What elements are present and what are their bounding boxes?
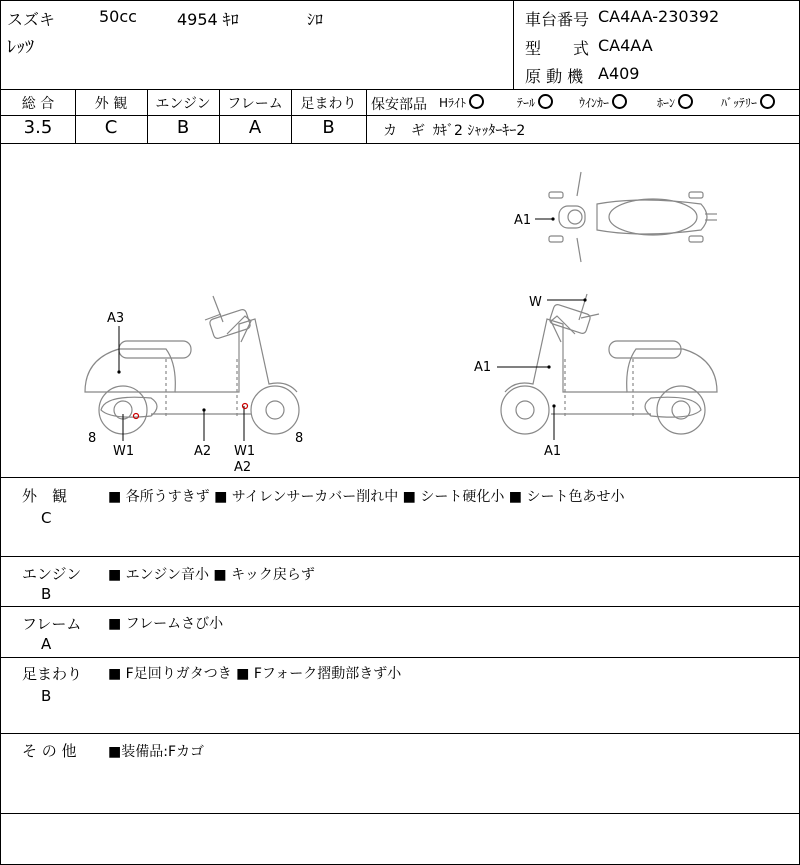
diagram-label: A1: [474, 360, 492, 375]
overall-grade: 3.5: [23, 117, 53, 138]
remark-category: エンジン: [22, 565, 82, 583]
engine-grade-label: エンジン: [155, 96, 211, 112]
ok-circle-icon: [469, 94, 484, 109]
remark-text: ■ 各所うすきず ■ サイレンサーカバー削れ中 ■ シート硬化小 ■ シート色あせ小: [108, 489, 625, 505]
frame-no: CA4AA-230392: [598, 7, 720, 26]
displacement: 50cc: [99, 7, 137, 26]
damage-diagram: [1, 144, 799, 477]
type-value: CA4AA: [598, 36, 653, 55]
remark-text: ■ フレームさび小: [108, 616, 224, 632]
keys-value: ｶｷﾞ2 ｼｬｯﾀｰｷｰ2: [433, 123, 526, 139]
safety-part-battery: [721, 94, 775, 111]
ok-circle-icon: [678, 94, 693, 109]
diagram-label: A2: [194, 444, 212, 459]
remark-text: ■ エンジン音小 ■ キック戻らず: [108, 567, 315, 583]
remark-grade: B: [41, 687, 52, 705]
safety-part-name: ﾊﾞｯﾃﾘｰ: [721, 96, 758, 110]
exterior-grade-label: 外 観: [94, 96, 128, 112]
remark-category: 足まわり: [22, 665, 83, 683]
diagram-label: A1: [514, 213, 532, 228]
diagram-label: 8: [295, 431, 304, 446]
remark-text: ■ F足回りガタつき ■ Fフォーク摺動部きず小: [108, 666, 402, 682]
safety-part-name: ﾎｰﾝ: [657, 96, 676, 110]
safety-part-winker: [579, 94, 627, 111]
diagram-label: 8: [88, 431, 97, 446]
keys-label: カ ギ: [383, 123, 425, 139]
scooter-diagram: [1, 144, 799, 477]
safety-part-name: Hﾗｲﾄ: [439, 96, 467, 110]
ok-circle-icon: [612, 94, 627, 109]
engine-value: A409: [598, 64, 640, 83]
overall-grade-label: 総 合: [21, 96, 55, 112]
ok-circle-icon: [760, 94, 775, 109]
diagram-label: W1: [113, 444, 135, 459]
remark-category: 外 観: [22, 487, 68, 505]
scooter-top-view: [549, 172, 717, 262]
safety-part-name: ﾃｰﾙ: [517, 96, 536, 110]
suspension-grade-label: 足まわり: [300, 96, 357, 112]
safety-part-name: ｳｲﾝｶｰ: [579, 96, 610, 110]
diagram-label: A1: [544, 444, 562, 459]
remark-text: ■装備品:Fカゴ: [108, 744, 204, 760]
frame-no-label: 車台番号: [525, 10, 590, 29]
safety-part-headlight: [439, 94, 484, 111]
diagram-label: W1: [234, 444, 256, 459]
body-color: ｼﾛ: [307, 10, 324, 29]
remark-category: フレーム: [22, 615, 82, 633]
safety-parts-label: 保安部品: [371, 97, 427, 113]
remark-grade: B: [41, 585, 52, 603]
engine-grade: B: [176, 117, 190, 138]
engine-label: 原 動 機: [525, 67, 584, 86]
diagram-label: A2: [234, 460, 252, 475]
frame-grade: A: [248, 117, 262, 138]
remark-grade: C: [41, 509, 52, 527]
type-label: 型 式: [525, 39, 590, 58]
scooter-right-view: [501, 294, 717, 434]
exterior-grade: C: [104, 117, 118, 138]
diagram-label: W: [529, 295, 542, 310]
ok-circle-icon: [538, 94, 553, 109]
remark-grade: A: [41, 635, 52, 653]
model-name: ﾚｯﾂ: [7, 37, 34, 58]
safety-part-horn: [657, 94, 693, 111]
remark-category: そ の 他: [22, 742, 77, 760]
suspension-grade: B: [322, 117, 335, 138]
maker: スズキ: [7, 10, 56, 29]
diagram-label: A3: [107, 311, 125, 326]
safety-part-tail: [517, 94, 553, 111]
frame-grade-label: フレーム: [227, 96, 283, 112]
mileage: 4954 ｷﾛ: [177, 10, 239, 29]
